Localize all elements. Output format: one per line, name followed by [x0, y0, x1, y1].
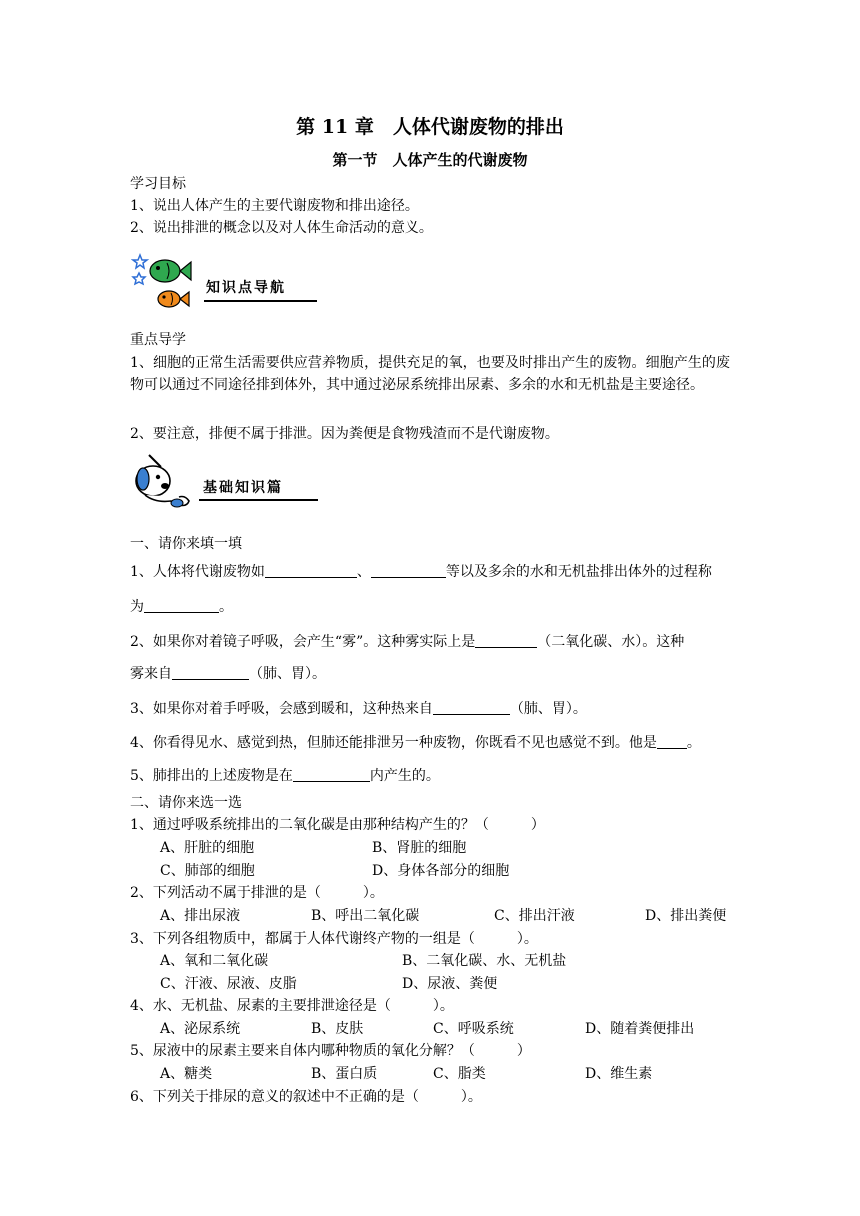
- choice-question-6: 6、下列关于排尿的意义的叙述中不正确的是（ ）。: [130, 1089, 482, 1105]
- choice-option[interactable]: A、排出尿液: [160, 908, 241, 924]
- banner-basic-knowledge: 基础知识篇: [203, 480, 283, 496]
- choice-option[interactable]: B、呼出二氧化碳: [311, 908, 420, 924]
- objective-item: 2、说出排泄的概念以及对人体生命活动的意义。: [130, 220, 433, 236]
- banner-underline: [204, 300, 317, 302]
- objective-item: 1、说出人体产生的主要代谢废物和排出途径。: [130, 198, 419, 214]
- choice-option[interactable]: C、脂类: [433, 1066, 486, 1082]
- answer-blank[interactable]: [293, 767, 370, 782]
- choice-option[interactable]: C、呼吸系统: [433, 1021, 514, 1037]
- choice-option[interactable]: A、泌尿系统: [160, 1021, 241, 1037]
- banner-knowledge-guide: 知识点导航: [206, 280, 286, 296]
- objectives-heading: 学习目标: [130, 176, 186, 192]
- choice-question-2: 2、下列活动不属于排泄的是（ ）。: [130, 885, 384, 901]
- fill-question-3: 3、如果你对着手呼吸，会感到暖和，这种热来自 （肺、胃）。: [130, 701, 587, 717]
- choice-option[interactable]: A、氧和二氧化碳: [160, 953, 269, 969]
- choice-heading: 二、请你来选一选: [130, 795, 242, 811]
- banner-underline: [199, 499, 318, 501]
- choice-question-4: 4、水、无机盐、尿素的主要排泄途径是（ ）。: [130, 998, 454, 1014]
- choice-question-5: 5、尿液中的尿素主要来自体内哪种物质的氧化分解？（ ）: [130, 1043, 531, 1059]
- choice-option[interactable]: B、蛋白质: [311, 1066, 378, 1082]
- choice-option[interactable]: B、肾脏的细胞: [372, 840, 467, 856]
- fill-question-1-cont: 为 。: [130, 599, 233, 615]
- choice-option[interactable]: C、肺部的细胞: [160, 863, 255, 879]
- choice-option[interactable]: D、身体各部分的细胞: [372, 863, 510, 879]
- answer-blank[interactable]: [265, 563, 357, 578]
- choice-option[interactable]: D、随着粪便排出: [585, 1021, 695, 1037]
- fill-question-4: 4、你看得见水、感觉到热，但肺还能排泄另一种废物，你既看不见也感觉不到。他是 。: [130, 735, 701, 751]
- choice-option[interactable]: D、排出粪便: [645, 908, 727, 924]
- answer-blank[interactable]: [657, 734, 687, 749]
- choice-option[interactable]: D、尿液、粪便: [402, 976, 498, 992]
- guide-paragraph-2: 2、要注意，排便不属于排泄。因为粪便是食物残渣而不是代谢废物。: [130, 426, 559, 442]
- choice-option[interactable]: B、二氧化碳、水、无机盐: [402, 953, 567, 969]
- fish-icon: [131, 251, 201, 317]
- choice-option[interactable]: B、皮肤: [311, 1021, 364, 1037]
- choice-option[interactable]: A、糖类: [160, 1066, 213, 1082]
- answer-blank[interactable]: [433, 700, 510, 715]
- fill-heading: 一、请你来填一填: [130, 536, 242, 552]
- fill-question-2: 2、如果你对着镜子呼吸，会产生“雾”。这种雾实际上是 （二氧化碳、水）。这种: [130, 634, 685, 650]
- choice-option[interactable]: D、维生素: [585, 1066, 653, 1082]
- choice-option[interactable]: A、肝脏的细胞: [160, 840, 255, 856]
- dog-icon: [131, 453, 193, 513]
- answer-blank[interactable]: [144, 598, 219, 613]
- fill-question-5: 5、肺排出的上述废物是在 内产生的。: [130, 768, 440, 784]
- chapter-title: 第 11 章 人体代谢废物的排出: [296, 116, 564, 138]
- section-title: 第一节 人体产生的代谢废物: [332, 151, 528, 169]
- guide-paragraph-1: 1、细胞的正常生活需要供应营养物质，提供充足的氧，也要及时排出产生的废物。细胞产生的废物可以通过不同途径排到体外，其中通过泌尿系统排出尿素、多余的水和无机盐是主要途径。: [130, 355, 730, 393]
- choice-question-3: 3、下列各组物质中，都属于人体代谢终产物的一组是（ ）。: [130, 931, 538, 947]
- fill-question-2-cont: 雾来自 （肺、胃）。: [130, 666, 326, 682]
- choice-question-1: 1、通过呼吸系统排出的二氧化碳是由那种结构产生的？（ ）: [130, 817, 545, 833]
- choice-option[interactable]: C、排出汗液: [494, 908, 575, 924]
- answer-blank[interactable]: [371, 563, 446, 578]
- choice-option[interactable]: C、汗液、尿液、皮脂: [160, 976, 297, 992]
- answer-blank[interactable]: [172, 665, 249, 680]
- guide-heading: 重点导学: [130, 332, 186, 348]
- fill-question-1: 1、人体将代谢废物如 、 等以及多余的水和无机盐排出体外的过程称: [130, 564, 712, 580]
- answer-blank[interactable]: [475, 633, 537, 648]
